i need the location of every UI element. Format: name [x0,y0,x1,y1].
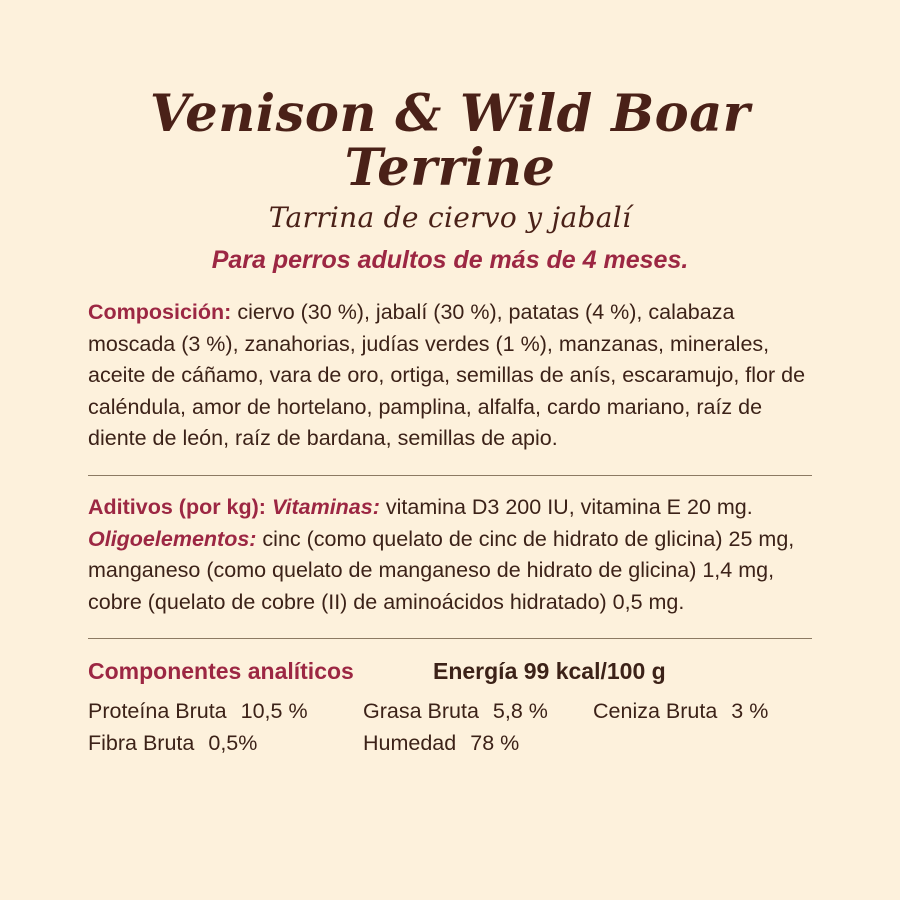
analytic-cell [363,695,593,727]
additives-heading: Aditivos (por kg): [88,495,266,520]
vitamins-label: Vitaminas: [271,495,380,520]
analytic-name: Humedad [363,731,457,756]
analytic-value: 5,8 % [492,699,548,724]
analytic-cell [88,695,363,727]
divider-1 [88,475,812,476]
analytic-value: 0,5% [208,731,258,756]
audience-line: Para perros adultos de más de 4 meses. [211,246,689,275]
additives-section [88,492,812,618]
energy-value: Energía 99 kcal/100 g [433,658,666,685]
analytics-section [88,655,812,759]
analytic-name: Proteína Bruta [88,699,227,724]
analytic-cell [363,727,593,759]
analytic-value: 3 % [731,699,769,724]
analytic-cell [88,727,363,759]
analytics-header-row [88,655,812,689]
composition-text: ciervo (30 %), jabalí (30 %), patatas (4 %), calabaza moscada (3 %), zanahorias, judías verdes (1 %), manzanas, minerales, aceite de cáñamo, vara de oro, ortiga, semillas de anís, escaramujo, flor de caléndula, amor de hortelano, pamplina, alfalfa, cardo mariano, raíz de diente de león, raíz de bardana, semillas de apio. [88,300,806,451]
analytic-name: Grasa Bruta [363,699,479,724]
analytic-name: Ceniza Bruta [593,699,718,724]
product-subtitle: Tarrina de ciervo y jabalí [268,201,632,235]
analytics-table [88,695,812,760]
table-row [88,695,812,727]
analytic-value: 10,5 % [240,699,308,724]
divider-2 [88,638,812,639]
vitamins-text: vitamina D3 200 IU, vitamina E 20 mg. [379,495,753,520]
page-title: Venison & Wild Boar Terrine [149,84,751,198]
analytic-name: Fibra Bruta [88,731,195,756]
analytic-cell [593,695,803,727]
composition-section [88,297,812,455]
analytics-heading: Componentes analíticos [88,658,354,685]
analytic-value: 78 % [470,731,520,756]
trace-elements-text: cinc (como quelato de cinc de hidrato de glicina) 25 mg, manganeso (como quelato de manganeso de hidrato de glicina) 1,4 mg, cobre (quelato de cobre (II) de aminoácidos hidratado) 0,5 mg. [88,526,795,614]
composition-heading: Composición: [88,300,232,325]
trace-elements-label: Oligoelementos: [88,526,257,551]
table-row [88,727,812,759]
